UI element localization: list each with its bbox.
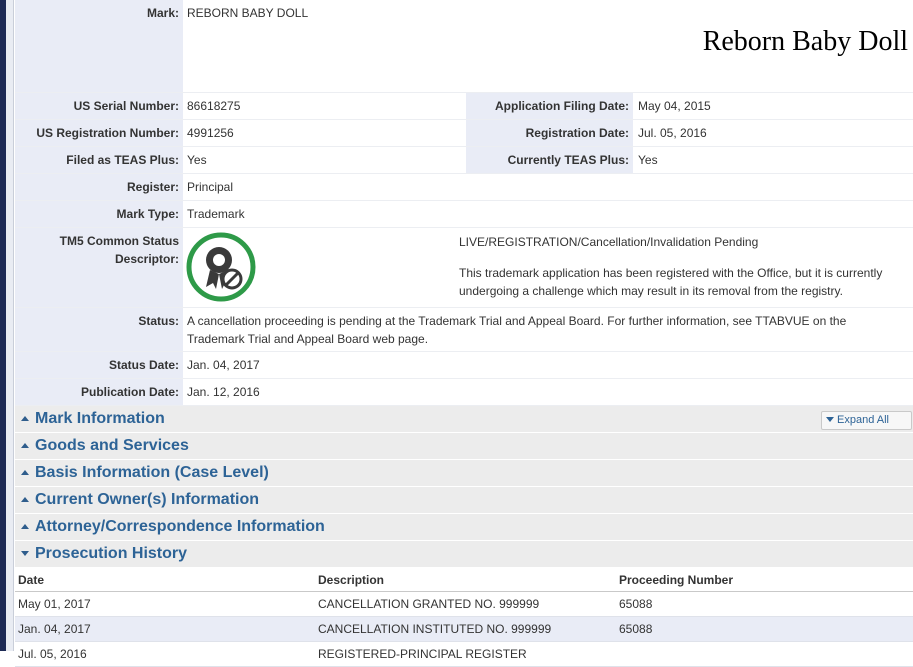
section-title[interactable]: Mark Information	[35, 410, 165, 427]
row-description: CANCELLATION INSTITUTED NO. 999999	[318, 622, 552, 636]
publication-date-value: Jan. 12, 2016	[187, 385, 260, 399]
caret-down-icon	[826, 417, 834, 422]
collapse-triangle-icon	[21, 416, 29, 421]
row-date: May 01, 2017	[18, 597, 91, 611]
teas-plus-value: Yes	[187, 153, 207, 167]
filing-date-label: Application Filing Date:	[466, 93, 633, 119]
status-value: A cancellation proceeding is pending at the Trademark Trial and Appeal Board. For further information, see TTABVUE on the Trademark Trial and Appeal Board web page.	[187, 314, 847, 346]
mark-value: REBORN BABY DOLL	[187, 6, 309, 20]
expand-all-button[interactable]	[821, 411, 912, 430]
collapse-triangle-icon	[21, 524, 29, 529]
serial-value: 86618275	[187, 99, 241, 113]
section-title[interactable]: Current Owner(s) Information	[35, 491, 260, 508]
registration-number-label: US Registration Number:	[15, 120, 183, 146]
section-attorney-correspondence[interactable]	[15, 514, 913, 541]
collapse-triangle-icon	[21, 470, 29, 475]
status-row	[15, 308, 913, 352]
row-proceeding-number: 65088	[619, 622, 653, 636]
section-current-owner[interactable]	[15, 487, 913, 514]
register-value: Principal	[187, 180, 234, 194]
section-basis-information[interactable]	[15, 460, 913, 487]
column-header-date: Date	[18, 573, 45, 587]
tm5-row	[15, 228, 913, 308]
window-border	[6, 0, 14, 651]
column-header-description: Description	[318, 573, 385, 587]
registration-challenge-icon	[186, 232, 256, 302]
status-label: Status:	[15, 308, 183, 351]
trademark-status-panel	[15, 0, 913, 661]
registration-date-value: Jul. 05, 2016	[638, 126, 707, 140]
tm5-label-line2: Descriptor:	[114, 252, 179, 266]
row-date: Jan. 04, 2017	[18, 622, 91, 636]
row-description: REGISTERED-PRINCIPAL REGISTER	[318, 647, 527, 661]
registration-date-label: Registration Date:	[466, 120, 633, 146]
mark-label: Mark:	[15, 0, 183, 92]
collapse-triangle-icon	[21, 497, 29, 502]
current-teas-plus-value: Yes	[638, 153, 658, 167]
tm5-status-description: This trademark application has been registered with the Office, but it is currently undergoing a challenge which may result in its removal from the registry.	[459, 266, 883, 298]
register-label: Register:	[15, 174, 183, 200]
collapse-triangle-icon	[21, 443, 29, 448]
teas-plus-label: Filed as TEAS Plus:	[15, 147, 183, 173]
table-row	[15, 642, 913, 667]
registration-number-value: 4991256	[187, 126, 234, 140]
mark-type-label: Mark Type:	[15, 201, 183, 227]
registration-row	[15, 120, 913, 147]
section-title[interactable]: Prosecution History	[35, 545, 188, 562]
serial-row	[15, 93, 913, 120]
serial-label: US Serial Number:	[15, 93, 183, 119]
column-header-proceeding-number: Proceeding Number	[619, 573, 734, 587]
section-title[interactable]: Basis Information (Case Level)	[35, 464, 269, 481]
status-date-label: Status Date:	[15, 352, 183, 378]
row-proceeding-number: 65088	[619, 597, 653, 611]
teas-row	[15, 147, 913, 174]
filing-date-value: May 04, 2015	[638, 99, 711, 113]
mark-image-text: Reborn Baby Doll	[702, 26, 908, 57]
table-row	[15, 617, 913, 642]
tm5-status-title: LIVE/REGISTRATION/Cancellation/Invalidation Pending	[459, 235, 759, 249]
mark-type-value: Trademark	[187, 207, 245, 221]
status-date-row	[15, 352, 913, 379]
row-date: Jul. 05, 2016	[18, 647, 87, 661]
register-row	[15, 174, 913, 201]
publication-date-row	[15, 379, 913, 406]
tm5-label	[15, 228, 183, 307]
expand-all-label: Expand All	[837, 414, 889, 426]
section-prosecution-history[interactable]	[15, 541, 913, 568]
section-goods-and-services[interactable]	[15, 433, 913, 460]
section-title[interactable]: Goods and Services	[35, 437, 189, 454]
row-description: CANCELLATION GRANTED NO. 999999	[318, 597, 540, 611]
table-row	[15, 592, 913, 617]
status-date-value: Jan. 04, 2017	[187, 358, 260, 372]
mark-row	[15, 0, 913, 93]
section-mark-information[interactable]	[15, 406, 913, 433]
current-teas-plus-label: Currently TEAS Plus:	[466, 147, 633, 173]
tm5-label-line1: TM5 Common Status	[59, 234, 179, 248]
mark-type-row	[15, 201, 913, 228]
section-title[interactable]: Attorney/Correspondence Information	[35, 518, 325, 535]
expand-triangle-icon	[21, 551, 29, 556]
publication-date-label: Publication Date:	[15, 379, 183, 405]
history-table-header	[15, 568, 913, 592]
